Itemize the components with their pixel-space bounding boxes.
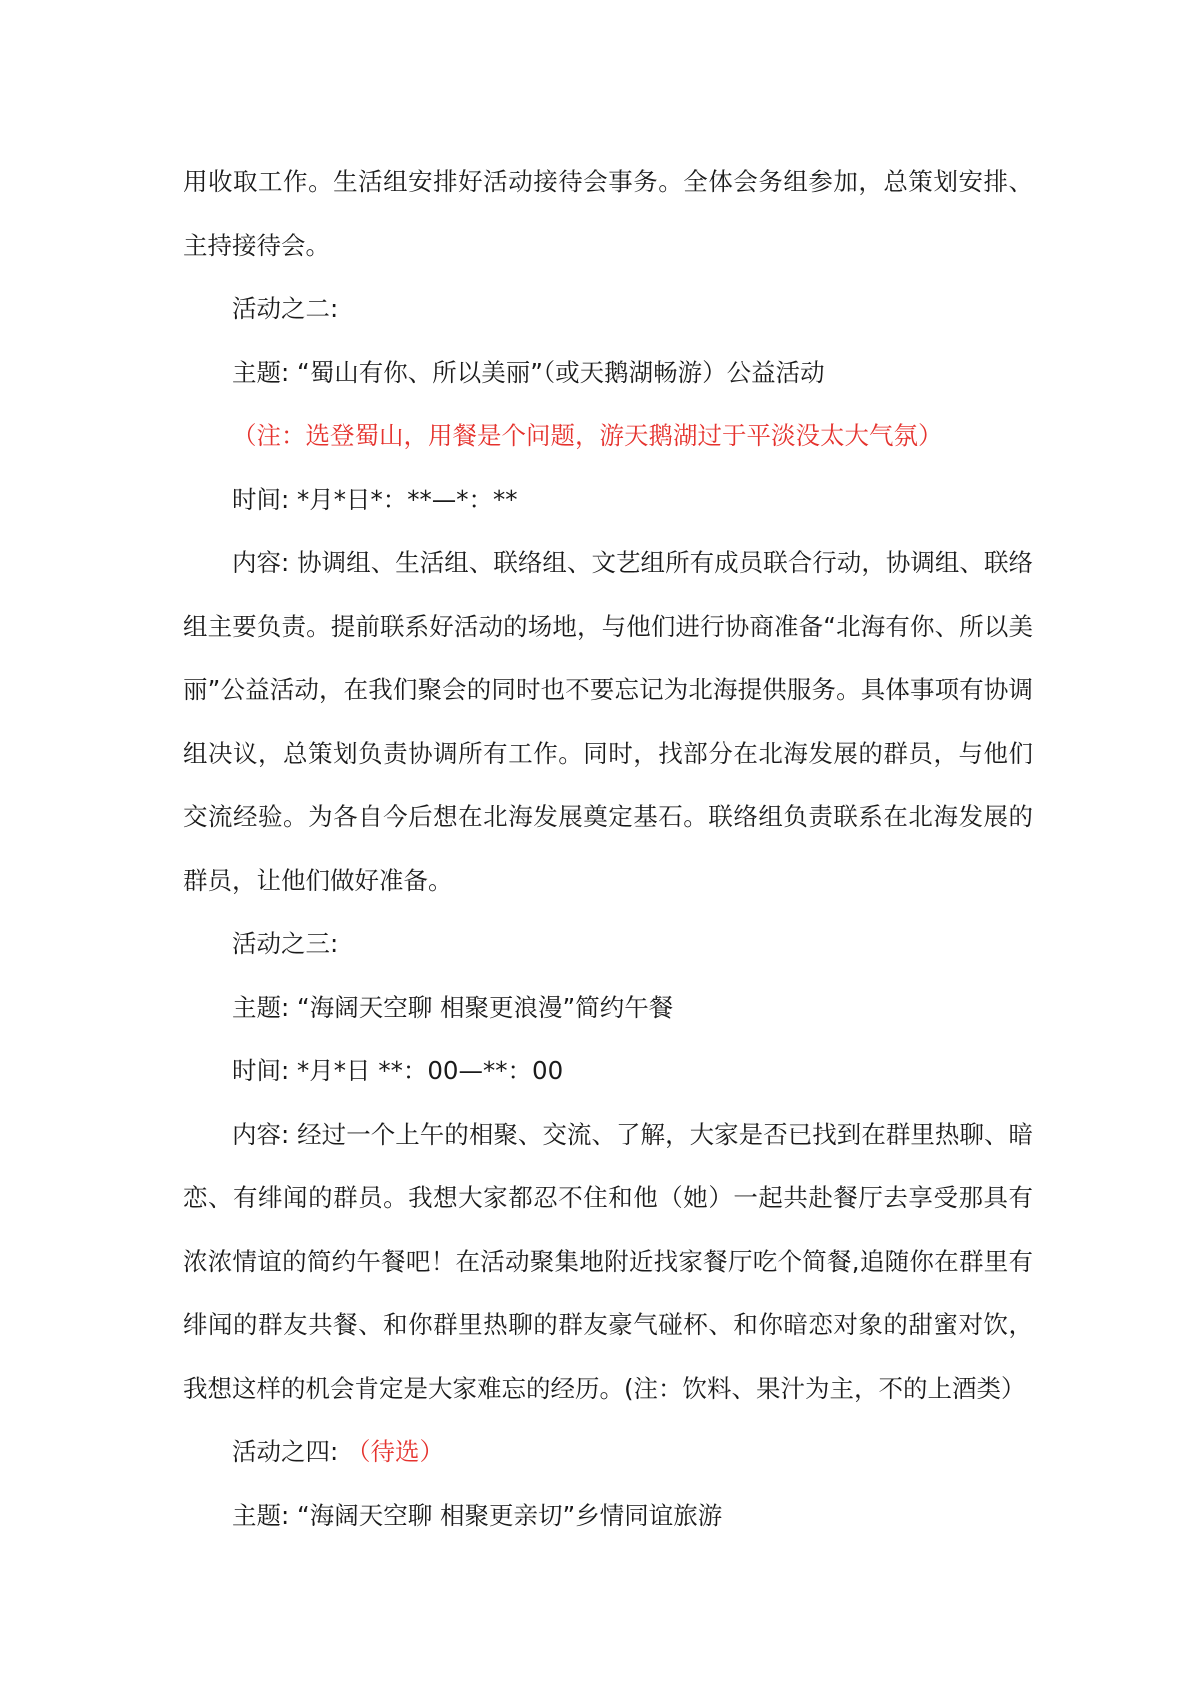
activity-two-note: （注：选登蜀山，用餐是个问题，游天鹅湖过于平淡没太大气氛）: [232, 421, 943, 450]
activity-three-time: 时间: *月*日 **：00—**：00: [232, 1056, 564, 1085]
heading-activity-four: [183, 1420, 1033, 1484]
heading-activity-two: 活动之二:: [232, 294, 339, 323]
activity-two-time: 时间: *月*日*：**—*：**: [232, 484, 518, 514]
activity-two-content: 内容: 协调组、生活组、联络组、文艺组所有成员联合行动，协调组、联络组主要负责。提前联系好活动的场地，与他们进行协商准备“北海有你、所以美丽”公益活动，在我们聚会的同时也不要忘记为北海提供服务。具体事项有协调组决议，总策划负责协调所有工作。同时，找部分在北海发展的群员，与他们交流经验。为各自今后想在北海发展奠定基石。联络组负责联系在北海发展的群员，让他们做好准备。: [183, 548, 1033, 895]
activity-four-pending-note: （待选）: [346, 1437, 445, 1466]
heading-activity-four-label: 活动之四:: [232, 1437, 347, 1466]
activity-four-theme: 主题: “海阔天空聊 相聚更亲切”乡情同谊旅游: [232, 1500, 723, 1530]
paragraph-reception-continued: 用收取工作。生活组安排好活动接待会事务。全体会务组参加，总策划安排、主持接待会。: [183, 167, 1033, 260]
activity-two-theme: 主题: “蜀山有你、所以美丽”（或天鹅湖畅游）公益活动: [232, 357, 825, 387]
activity-three-theme: 主题: “海阔天空聊 相聚更浪漫”简约午餐: [232, 992, 674, 1022]
document-body: [183, 150, 1033, 1547]
activity-three-content: 内容: 经过一个上午的相聚、交流、了解，大家是否已找到在群里热聊、暗恋、有绯闻的群员。我想大家都忍不住和他（她）一起共赴餐厅去享受那具有浓浓情谊的简约午餐吧！在活动聚集地附近找家餐厅吃个简餐,追随你在群里有绯闻的群友共餐、和你群里热聊的群友豪气碰杯、和你暗恋对象的甜蜜对饮，我想这样的机会肯定是大家难忘的经历。(注：饮料、果汁为主，不的上酒类）: [183, 1119, 1033, 1403]
heading-activity-three: 活动之三:: [232, 929, 339, 958]
